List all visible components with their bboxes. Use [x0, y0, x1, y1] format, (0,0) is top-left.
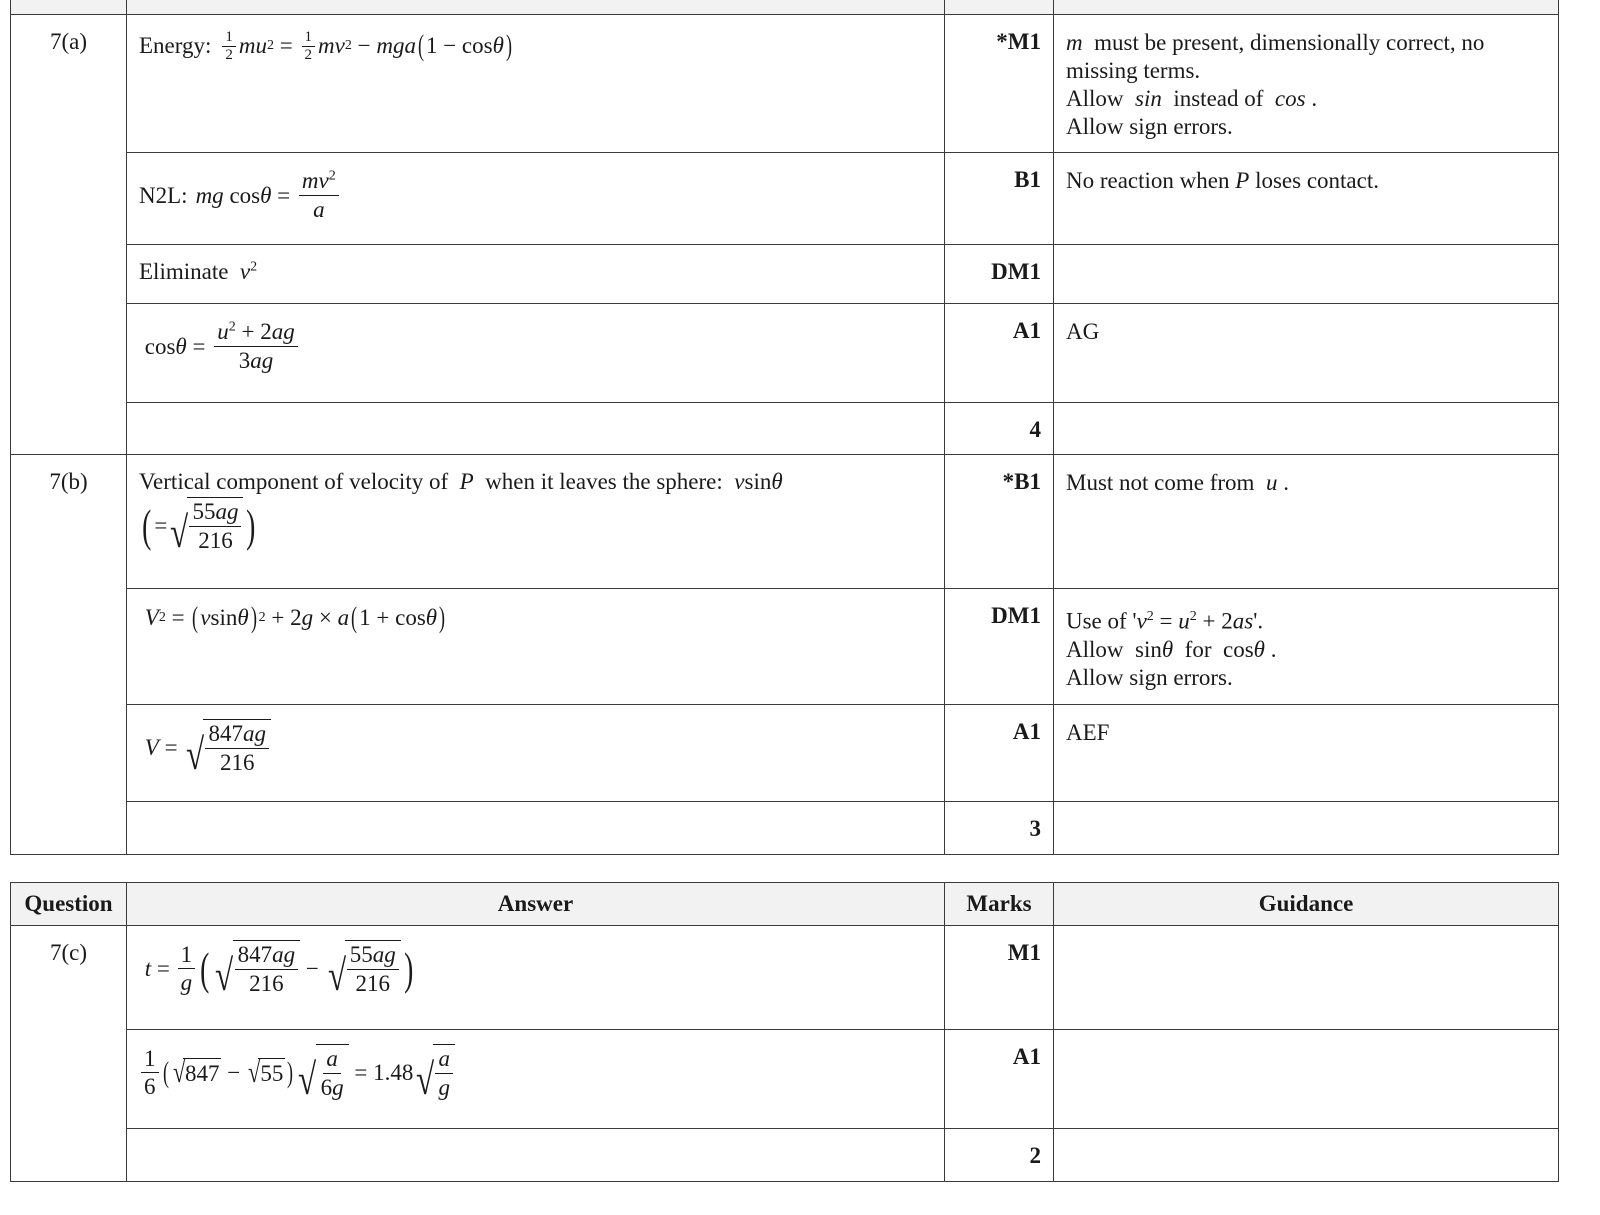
mark-7a-4: A1: [945, 304, 1054, 403]
answer-eliminate: Eliminate $v^2$: [127, 245, 945, 304]
guidance-text: for: [1184, 636, 1212, 662]
empty-cell: [127, 802, 945, 855]
guidance-text: Must not come from: [1066, 470, 1255, 495]
table-row: [11, 245, 1559, 304]
header-guidance: Guidance: [1054, 883, 1559, 926]
total-7c: 2: [945, 1129, 1054, 1182]
table-row-total: [11, 802, 1559, 855]
result-value: 1.48: [373, 1060, 414, 1086]
guidance-text: Allow sign errors.: [1066, 114, 1233, 139]
guidance-text: instead of: [1173, 86, 1264, 111]
mark-7b-3: A1: [945, 705, 1054, 802]
table-row: [11, 705, 1559, 802]
guidance-7b-2: Use of '$v^2 = u^2 + 2as$'. Allow sinθ for cosθ . Allow sign errors.: [1054, 589, 1559, 705]
guidance-text: Allow: [1066, 86, 1124, 111]
mark-7b-2: DM1: [945, 589, 1054, 705]
n2l-prefix: N2L:: [139, 182, 188, 208]
guidance-text: No reaction when: [1066, 168, 1230, 193]
question-label-7a: 7(a): [11, 15, 127, 455]
guidance-7b-1: Must not come from u .: [1054, 455, 1559, 589]
empty-cell: [1054, 1129, 1559, 1182]
answer-v: V = √ $\frac{847ag}{216}$: [127, 705, 945, 802]
table-row: [11, 926, 1559, 1030]
empty-cell: [127, 1129, 945, 1182]
table-row-total: [11, 1129, 1559, 1182]
table-row: [11, 15, 1559, 153]
guidance-7a-3: [1054, 245, 1559, 304]
guidance-7a-1: m must be present, dimensionally correct, no missing terms. Allow sin instead of cos . Allow sign errors.: [1054, 15, 1559, 153]
answer-n2l: N2L: mg cos θ = $\frac{mv^2}{a}$: [127, 153, 945, 245]
answer-cos-theta: cos θ = $\frac{u^2 + 2ag}{3ag}$: [127, 304, 945, 403]
guidance-text: loses contact.: [1255, 168, 1379, 193]
sqrt: √ $\frac{55ag}{216}$: [167, 497, 243, 555]
question-label-7c: 7(c): [11, 926, 127, 1182]
mark-7c-2: A1: [945, 1030, 1054, 1129]
header-row: [11, 883, 1559, 926]
guidance-7c-2: [1054, 1030, 1559, 1129]
sqrt: √ $\frac{847ag}{216}$: [212, 940, 300, 998]
guidance-text: must be present, dimensionally correct, no: [1094, 30, 1485, 55]
mark-7a-2: B1: [945, 153, 1054, 245]
answer-text: when it leaves the sphere:: [485, 469, 723, 494]
answer-vertical-component: Vertical component of velocity of P when it leaves the sphere: vsinθ ( = √ $\frac{55ag}{216}$ ): [127, 455, 945, 589]
table-row: [11, 304, 1559, 403]
guidance-7a-4: AG: [1054, 304, 1559, 403]
table-row: [11, 1030, 1559, 1129]
table-row: [11, 589, 1559, 705]
guidance-7c-1: [1054, 926, 1559, 1030]
total-7b: 3: [945, 802, 1054, 855]
answer-t: t = $\frac{1}{g}$ ( √ $\frac{847ag}{216}$ − √ $\frac{55ag}{216}$ ): [127, 926, 945, 1030]
guidance-7b-3: AEF: [1054, 705, 1559, 802]
sqrt: √ $\frac{55ag}{216}$: [325, 940, 401, 998]
header-answer: Answer: [127, 883, 945, 926]
table-row-total: [11, 403, 1559, 455]
guidance-7a-2: No reaction when P loses contact.: [1054, 153, 1559, 245]
guidance-text: Allow: [1066, 636, 1124, 662]
answer-v-squared: V 2 = ( v sin θ ) 2 + 2 g × a ( 1 + cos θ ): [127, 589, 945, 705]
guidance-text: missing terms.: [1066, 58, 1201, 83]
total-7a: 4: [945, 403, 1054, 455]
table-row: [11, 455, 1559, 589]
sqrt: √ $\frac{a}{6g}$: [295, 1044, 348, 1102]
mark-scheme-table-1: [10, 0, 1559, 855]
empty-cell: [1054, 802, 1559, 855]
sqrt: √ $\frac{847ag}{216}$: [183, 719, 271, 777]
fraction: $\frac{mv^2}{a}$: [299, 167, 339, 224]
header-question: Question: [11, 883, 127, 926]
answer-text: Vertical component of velocity of: [139, 469, 449, 494]
half-fraction: $\frac{1}{2}$: [302, 29, 316, 63]
question-label-7b: 7(b): [11, 455, 127, 855]
table-row: [11, 153, 1559, 245]
sqrt: √ $\frac{a}{g}$: [413, 1044, 455, 1102]
guidance-text: Use of ': [1066, 608, 1137, 634]
mark-7a-3: DM1: [945, 245, 1054, 304]
empty-cell: [127, 403, 945, 455]
eliminate-text: Eliminate: [139, 259, 229, 284]
fraction: $\frac{u^2 + 2ag}{3ag}$: [214, 318, 297, 375]
mark-scheme-table-2: [10, 882, 1559, 1182]
guidance-text: Allow sign errors.: [1066, 664, 1233, 690]
answer-result: $\frac{1}{6}$ ( √ 847 − √ 55 ) √ $\frac{a}{6g}$ = 1.48 √ $\frac{a}{g}$: [127, 1030, 945, 1129]
mark-7b-1: *B1: [945, 455, 1054, 589]
mark-7a-1: *M1: [945, 15, 1054, 153]
empty-cell: [1054, 403, 1559, 455]
mark-7c-1: M1: [945, 926, 1054, 1030]
header-marks: Marks: [945, 883, 1054, 926]
header-row-top-partial: [11, 0, 1559, 15]
answer-energy: Energy: $\frac{1}{2}$ mu 2 = $\frac{1}{2}$ mv 2 − mga ( 1 − cos θ ): [127, 15, 945, 153]
energy-prefix: Energy:: [139, 33, 212, 58]
half-fraction: $\frac{1}{2}$: [222, 29, 236, 63]
